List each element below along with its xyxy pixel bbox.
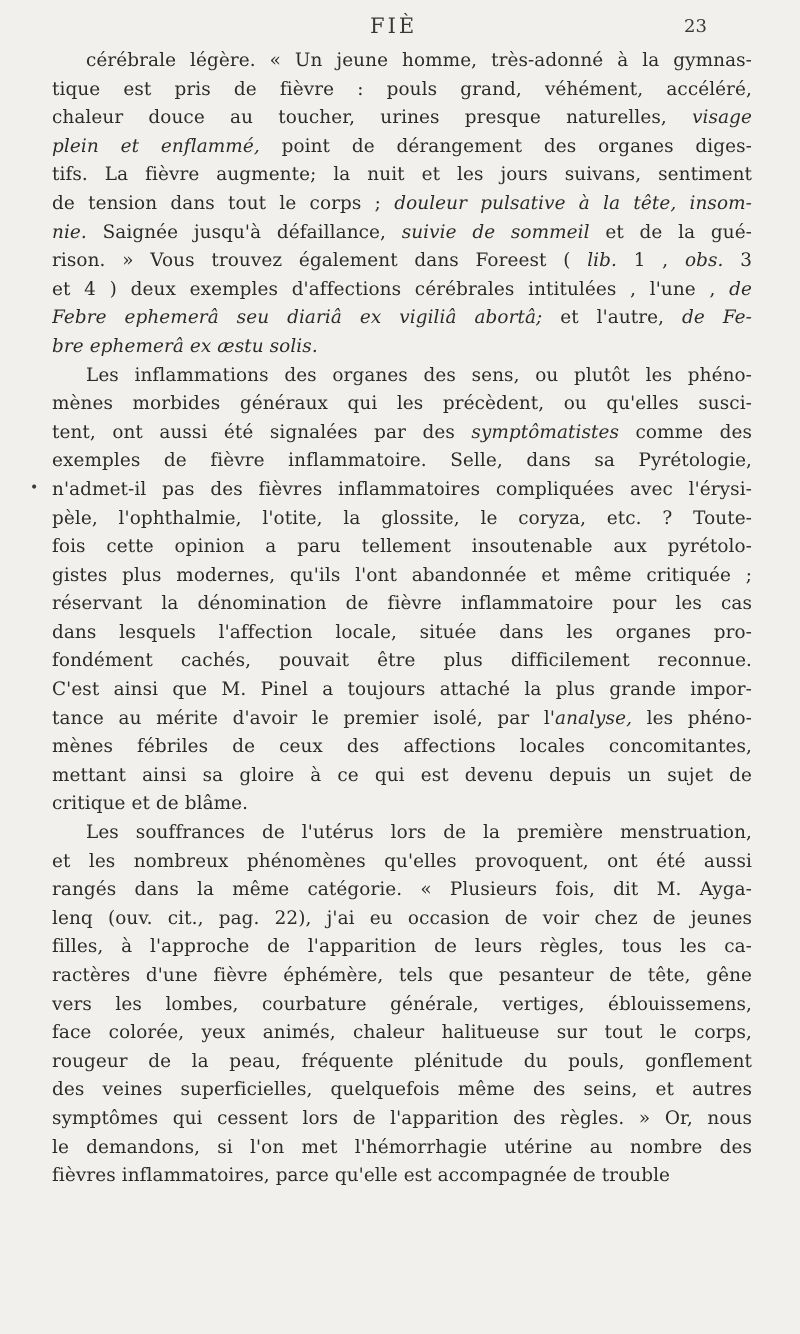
text-line <box>52 104 752 133</box>
page-header <box>0 14 800 44</box>
italic-text: analyse, <box>555 707 633 729</box>
italic-text: suivie de sommeil <box>401 221 590 243</box>
text-line <box>52 1105 752 1134</box>
text-run: rison. » Vous trouvez également dans Foreest ( <box>52 250 588 272</box>
text-run: C'est ainsi que M. Pinel a toujours attaché la plus grande impor- <box>52 679 752 701</box>
text-run: mènes fébriles de ceux des affections locales concomitantes, <box>52 736 752 758</box>
italic-text: plein et enflammé, <box>52 135 260 157</box>
italic-text: lib. <box>587 250 617 272</box>
text-run: Les inflammations des organes des sens, ou plutôt les phéno- <box>86 364 752 386</box>
text-run: ractères d'une fièvre éphémère, tels que pesanteur de tête, gêne <box>52 965 752 986</box>
text-line <box>52 476 752 505</box>
text-run: pèle, l'ophthalmie, l'otite, la glossite, le coryza, etc. ? Toute- <box>52 507 752 529</box>
text-line <box>52 905 752 934</box>
text-line <box>52 705 752 734</box>
text-line <box>52 562 752 591</box>
page-number: 23 <box>684 16 707 37</box>
text-run: Saignée jusqu'à défaillance, <box>86 221 402 243</box>
text-line <box>52 647 752 676</box>
text-run: tifs. La fièvre augmente; la nuit et les jours suivans, sentiment <box>52 164 752 186</box>
text-line <box>52 1048 752 1077</box>
text-line <box>52 676 752 705</box>
text-line <box>52 76 752 105</box>
margin-mark: • <box>30 480 39 496</box>
text-line <box>52 1134 752 1163</box>
italic-text: Febre ephemerâ seu diariâ ex vigiliâ abortâ; <box>52 307 543 329</box>
text-run: point de dérangement des organes diges- <box>259 135 752 157</box>
text-line <box>52 219 752 248</box>
text-line <box>52 790 752 819</box>
text-run: rougeur de la peau, fréquente plénitude du pouls, gonflement <box>52 1050 752 1072</box>
paragraph <box>52 819 752 1191</box>
text-line <box>52 876 752 905</box>
text-line <box>52 161 752 190</box>
text-run: Les souffrances de l'utérus lors de la première menstruation, <box>86 822 752 844</box>
text-run: des veines superficielles, quelquefois même des seins, et autres <box>52 1079 752 1101</box>
paragraph <box>52 47 752 362</box>
text-run: et 4 ) deux exemples d'affections cérébrales intitulées , l'une , <box>52 278 730 300</box>
paragraph <box>52 362 752 820</box>
italic-text: visage <box>692 107 752 129</box>
text-line <box>52 619 752 648</box>
text-run: fondément cachés, pouvait être plus difficilement reconnue. <box>52 650 752 672</box>
text-run: tent, ont aussi été signalées par des <box>52 421 472 443</box>
text-line <box>52 991 752 1020</box>
text-line <box>52 190 752 219</box>
text-run: comme des <box>619 421 752 443</box>
text-run: 1 , <box>617 250 685 272</box>
text-run: le demandons, si l'on met l'hémorrhagie utérine au nombre des <box>52 1136 752 1158</box>
text-run: cérébrale légère. « Un jeune homme, très-adonné à la gymnas- <box>86 50 752 71</box>
text-line <box>52 47 752 76</box>
text-run: exemples de fièvre inflammatoire. Selle, dans sa Pyrétologie, <box>52 450 752 472</box>
text-line <box>52 962 752 991</box>
text-line <box>52 247 752 276</box>
text-run: rangés dans la même catégorie. « Plusieurs fois, dit M. Ayga- <box>52 879 752 901</box>
italic-text: de <box>729 278 752 300</box>
text-line <box>52 390 752 419</box>
text-run: de tension dans tout le corps ; <box>52 192 395 214</box>
italic-text: nie. <box>52 221 87 243</box>
text-run: et les nombreux phénomènes qu'elles provoquent, ont été aussi <box>52 850 752 872</box>
text-line <box>52 505 752 534</box>
text-line <box>52 933 752 962</box>
text-run: et de la gué- <box>589 221 752 243</box>
text-run: filles, à l'approche de l'apparition de leurs règles, tous les ca- <box>52 936 752 958</box>
text-run: critique et de blâme. <box>52 793 249 815</box>
italic-text: de Fe- <box>682 307 752 329</box>
italic-text: obs. <box>684 250 724 272</box>
text-run: mènes morbides généraux qui les précèdent, ou qu'elles susci- <box>52 393 752 415</box>
text-line <box>52 1019 752 1048</box>
text-line <box>52 419 752 448</box>
text-run: tance au mérite d'avoir le premier isolé, par l' <box>52 707 555 729</box>
text-line <box>52 276 752 305</box>
text-run: n'admet-il pas des fièvres inflammatoires compliquées avec l'érysi- <box>52 478 752 500</box>
text-line <box>52 762 752 791</box>
page-body <box>52 47 752 1191</box>
text-run: fois cette opinion a paru tellement insoutenable aux pyrétolo- <box>52 536 752 558</box>
text-line <box>52 333 752 362</box>
text-line <box>52 590 752 619</box>
text-line <box>52 1076 752 1105</box>
text-run: les phéno- <box>632 707 752 729</box>
text-run: lenq (ouv. cit., pag. 22), j'ai eu occasion de voir chez de jeunes <box>52 907 752 929</box>
text-run: face colorée, yeux animés, chaleur halitueuse sur tout le corps, <box>52 1022 752 1044</box>
text-run: gistes plus modernes, qu'ils l'ont abandonnée et même critiquée ; <box>52 564 752 586</box>
text-run: tique est pris de fièvre : pouls grand, véhément, accéléré, <box>52 78 752 100</box>
text-line <box>52 848 752 877</box>
text-line <box>52 819 752 848</box>
text-run: réservant la dénomination de fièvre inflammatoire pour les cas <box>52 593 752 615</box>
text-line <box>52 304 752 333</box>
text-run: dans lesquels l'affection locale, située dans les organes pro- <box>52 621 752 643</box>
text-run: chaleur douce au toucher, urines presque naturelles, <box>52 107 693 129</box>
running-head: FIÈ <box>370 14 418 38</box>
text-run: et l'autre, <box>542 307 683 329</box>
text-line <box>52 133 752 162</box>
text-line <box>52 1162 752 1191</box>
text-run: mettant ainsi sa gloire à ce qui est devenu depuis un sujet de <box>52 764 752 786</box>
text-line <box>52 733 752 762</box>
text-run: fièvres inflammatoires, parce qu'elle est accompagnée de trouble <box>52 1165 671 1187</box>
italic-text: douleur pulsative à la tête, insom- <box>394 192 752 214</box>
text-line <box>52 447 752 476</box>
text-run: 3 <box>723 250 752 272</box>
italic-text: symptômatistes <box>471 421 620 443</box>
italic-text: bre ephemerâ ex æstu solis. <box>52 335 318 357</box>
text-run: symptômes qui cessent lors de l'apparition des règles. » Or, nous <box>52 1107 752 1129</box>
text-run: vers les lombes, courbature générale, vertiges, éblouissemens, <box>52 993 752 1015</box>
text-line <box>52 362 752 391</box>
text-line <box>52 533 752 562</box>
